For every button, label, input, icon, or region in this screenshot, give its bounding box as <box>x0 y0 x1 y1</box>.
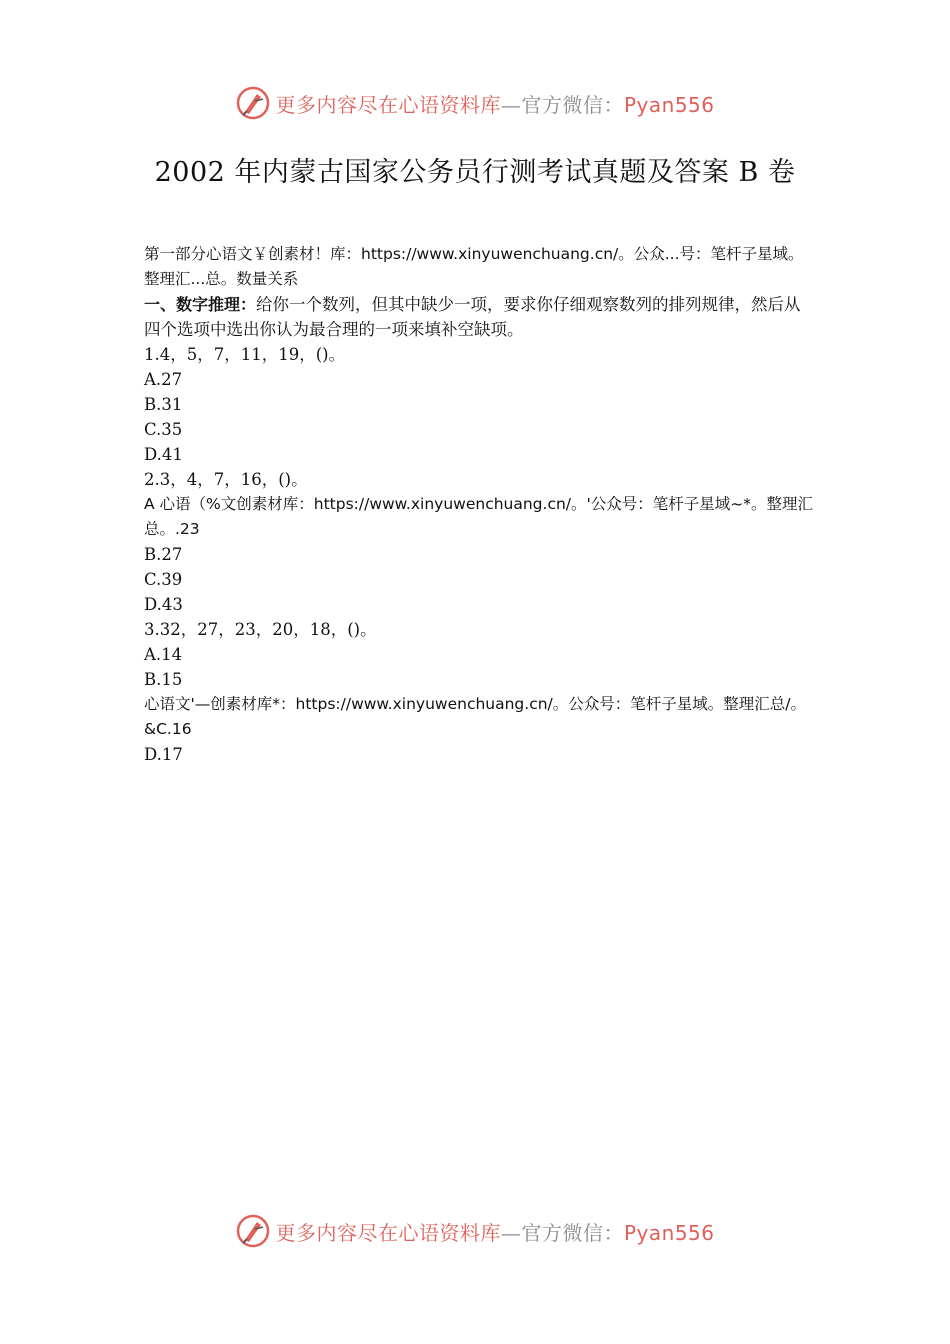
option-3d: D.17 <box>144 745 183 764</box>
footer-banner <box>0 1211 950 1251</box>
option-1d: D.41 <box>144 445 183 464</box>
option-2b: B.27 <box>144 545 183 564</box>
document-body <box>144 242 814 767</box>
question-2: 2.3，4，7，16，()。 <box>144 470 308 489</box>
instructions-text: 给你一个数列，但其中缺少一项，要求你仔细观察数列的排列规律，然后从四个选项中选出你认为最合理的一项来填补空缺项。 <box>144 295 801 339</box>
header-banner <box>0 83 950 123</box>
option-3b: B.15 <box>144 670 183 689</box>
section-heading: 一、数字推理： <box>144 295 257 314</box>
option-2d: D.43 <box>144 595 183 614</box>
pen-logo-icon <box>235 1213 271 1249</box>
option-1a: A.27 <box>144 370 183 389</box>
pen-logo-icon <box>235 85 271 121</box>
intro-paragraph: 第一部分心语文￥创素材！库：https://www.xinyuwenchuang.cn/。公众...号：笔杆子星域。整理汇...总。数量关系 <box>144 245 804 288</box>
option-1b: B.31 <box>144 395 183 414</box>
question-1: 1.4，5，7，11，19，()。 <box>144 345 346 364</box>
question-3: 3.32，27，23，20，18，()。 <box>144 620 377 639</box>
page-title: 2002 年内蒙古国家公务员行测考试真题及答案 B 卷 <box>154 157 796 188</box>
option-3c: 心语文'—创素材库*：https://www.xinyuwenchuang.cn/。公众号：笔杆子星域。整理汇总/。&C.16 <box>144 695 806 738</box>
option-2c: C.39 <box>144 570 183 589</box>
option-1c: C.35 <box>144 420 183 439</box>
banner-text: 更多内容尽在心语资料库—官方微信：Pyan556 <box>275 1220 715 1245</box>
option-3a: A.14 <box>144 645 183 664</box>
section-instructions <box>144 292 814 342</box>
banner-text: 更多内容尽在心语资料库—官方微信：Pyan556 <box>275 92 715 117</box>
option-2a: A 心语（%文创素材库：https://www.xinyuwenchuang.cn/。'公众号：笔杆子星域~*。整理汇总。.23 <box>144 495 814 538</box>
